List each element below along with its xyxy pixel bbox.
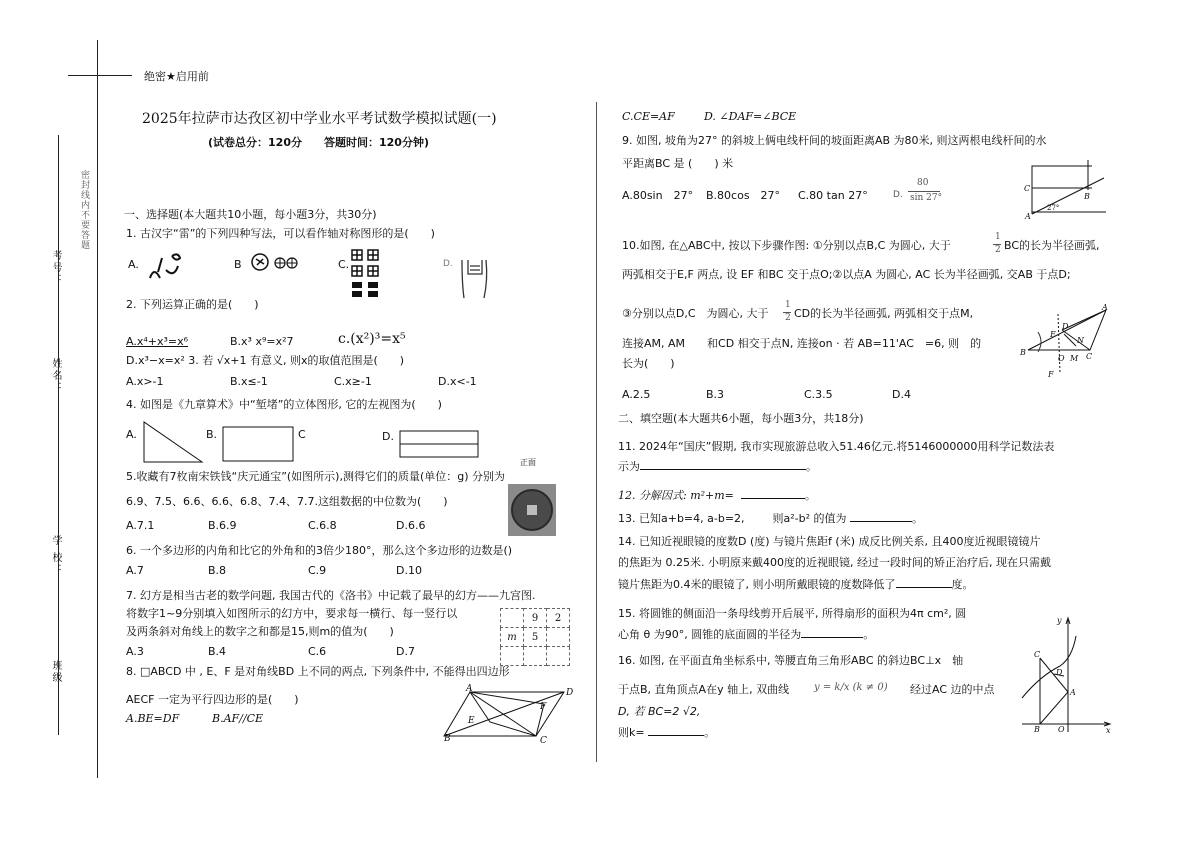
- q10-fig-label: F: [1048, 370, 1054, 379]
- q14-end: 度。: [951, 578, 974, 591]
- q14-line-3: [618, 577, 974, 591]
- q4-opt-c: C: [298, 428, 306, 441]
- q10-opt-b: B.3: [706, 388, 725, 401]
- q6-opt-a: A.7: [126, 564, 144, 577]
- q10-opt-c: C.3.5: [804, 388, 833, 401]
- q8-fig-label: C: [540, 736, 547, 746]
- q10-line-2: 两弧相交于E,F 两点, 设 EF 和BC 交于点O;②以点A 为圆心, AC 长为半径画弧, 交AB 于点D;: [622, 268, 1071, 281]
- q10-line-5: 长为( ): [622, 357, 675, 370]
- q8-opt-c: C.CE=AF: [622, 110, 675, 123]
- q10-triangle-figure: [1024, 304, 1110, 380]
- q4-opt-d: D.: [382, 430, 394, 443]
- q7-opt-d: D.7: [396, 645, 415, 658]
- q3-opt-b: B.x≤-1: [230, 375, 268, 388]
- q16-line-1: 16. 如图, 在平面直角坐标系中, 等腰直角三角形ABC 的斜边BC⊥x 轴: [618, 654, 964, 667]
- binding-line-outer: [97, 40, 98, 778]
- q5-opt-a: A.7.1: [126, 519, 155, 532]
- q10-frac1-den: 2: [995, 245, 1001, 255]
- q9-fig-label: A: [1025, 212, 1031, 221]
- q16-hyperbola: y = k/x (k ≠ 0): [814, 682, 888, 693]
- q5-stem-2: 6.9、7.5、6.6、6.6、6.8、7.4、7.7.这组数据的中位数为( ): [126, 495, 448, 508]
- q8-opt-b: B.AF//CE: [212, 712, 264, 725]
- class-label: 班级: [50, 660, 61, 684]
- q1-opt-a: A.: [128, 258, 139, 271]
- q16-end: 。: [704, 726, 716, 739]
- q8-opt-d: D. ∠DAF=∠BCE: [704, 110, 797, 123]
- q14-line-2: 的焦距为 0.25米. 小明原来戴400度的近视眼镜, 经过一段时间的矫正治疗后, 现在只需戴: [618, 556, 1051, 569]
- q2-opt-c: c.(x²)³=x⁵: [338, 331, 406, 347]
- q9-line-1: 9. 如图, 坡角为27° 的斜坡上俩电线杆间的坡面距离AB 为80米, 则这两根电线杆间的水: [622, 134, 1047, 147]
- q9-opt-c: C.80 tan 27°: [798, 189, 868, 202]
- q11-answer-blank[interactable]: [640, 459, 806, 470]
- q5-stem-1: 5.收藏有7枚南宋铁钱“庆元通宝”(如图所示),测得它们的质量(单位：g) 分别为: [126, 470, 506, 483]
- q10-fig-label: B: [1020, 348, 1026, 357]
- q15-end: 。: [863, 628, 875, 641]
- exam-no-label: 考号：: [50, 250, 61, 286]
- q4-opt-b: B.: [206, 428, 218, 441]
- q4-stem: 4. 如图是《九章算术》中“堑堵”的立体图形, 它的左视图为( ): [126, 398, 442, 411]
- magic-cell: [547, 628, 570, 647]
- q6-stem: 6. 一个多边形的内角和比它的外角和的3倍少180°，那么这个多边形的边数是(): [126, 544, 513, 557]
- q16-fig-label: B: [1034, 725, 1040, 734]
- q16-line-2: 于点B, 直角顶点A在y 轴上, 双曲线: [618, 683, 790, 696]
- q12-prefix: 12. 分解因式: m²+m=: [618, 489, 734, 502]
- q3-opt-c: C.x≥-1: [334, 375, 372, 388]
- q10-frac2-num: 1: [785, 300, 791, 310]
- q8-fig-label: D: [566, 688, 574, 698]
- q9-slope-figure: [1028, 156, 1108, 220]
- q13-end: 。: [912, 512, 924, 525]
- binding-line-inner: [58, 135, 59, 735]
- q10-line-1: 10.如图, 在△ABC中, 按以下步骤作图: ①分别以点B,C 为圆心, 大于: [622, 239, 951, 252]
- q6-opt-b: B.8: [208, 564, 227, 577]
- q16-coordinate-figure: [1020, 616, 1112, 734]
- section2-heading: 二、填空题(本大题共6小题，每小题3分，共18分): [618, 412, 864, 425]
- q8-fig-label: E: [468, 716, 475, 726]
- q12-answer-blank[interactable]: [741, 488, 805, 499]
- q5-opt-d: D.6.6: [396, 519, 426, 532]
- q2-opt-b: B.x³ x⁹=x²7: [230, 335, 294, 348]
- q16-prefix: 则k=: [618, 726, 645, 739]
- magic-cell: 9: [524, 609, 547, 628]
- q10-line-4: 连接AM, AM 和CD 相交于点N, 连接on · 若 AB=11'AC =6, 则 的: [622, 337, 982, 350]
- magic-cell: 2: [547, 609, 570, 628]
- q9-opt-d-den: sin 27°: [910, 193, 943, 203]
- q16-answer-blank[interactable]: [648, 725, 704, 736]
- q15-prefix: 心角 θ 为90°, 圆锥的底面圆的半径为: [618, 628, 802, 641]
- q11-line-1: 11. 2024年“国庆”假期, 我市实现旅游总收入51.46亿元.将5146000000用科学记数法表: [618, 440, 1055, 453]
- q8-fig-label: F: [540, 702, 547, 712]
- q7-line-3: 及两条斜对角线上的数字之和都是15,则m的值为( ): [126, 625, 394, 638]
- q7-opt-c: C.6: [308, 645, 327, 658]
- q6-opt-c: C.9: [308, 564, 327, 577]
- q10-frac2-den: 2: [785, 313, 791, 323]
- q1-glyph-d-icon: [458, 254, 492, 300]
- q14-line-1: 14. 已知近视眼镜的度数D (度) 与镜片焦距f (米) 成反比例关系, 且400度近视眼镜镜片: [618, 535, 1041, 548]
- q15-answer-blank[interactable]: [801, 627, 863, 638]
- section1-heading: 一、选择题(本大题共10小题，每小题3分，共30分): [124, 208, 377, 221]
- q1-opt-d: D.: [443, 259, 453, 269]
- secret-label: 绝密★启用前: [144, 70, 209, 83]
- q10-fig-label: E: [1050, 330, 1056, 339]
- q10-line-3: ③分别以点D,C 为圆心, 大于: [622, 307, 769, 320]
- q2-opt-a: A.x⁴+x³=x⁶: [126, 335, 189, 348]
- q16-fig-label: A: [1070, 688, 1076, 697]
- q11-line-2: [618, 459, 817, 473]
- magic-square: [500, 608, 570, 666]
- q10-fig-label: O: [1058, 354, 1065, 363]
- q16-line-2b: 经过AC 边的中点: [910, 683, 995, 696]
- q16-line-3: D, 若 BC=2 √2,: [618, 705, 701, 718]
- q12-end: 。: [804, 489, 816, 502]
- q7-line-2: 将数字1~9分别填入如图所示的幻方中，要求每一横行、每一竖行以: [126, 607, 458, 620]
- seal-dots: 密封线内不要答题: [79, 170, 89, 250]
- q16-fig-label: C: [1034, 650, 1041, 659]
- q6-opt-d: D.10: [396, 564, 422, 577]
- q13-line: [618, 511, 923, 525]
- q8-fig-label: B: [444, 734, 451, 744]
- q9-opt-b: B.80cos 27°: [706, 189, 781, 202]
- q10-fig-label: C: [1086, 352, 1093, 361]
- q15-line-2: [618, 627, 874, 641]
- q1-glyph-c-icon: [350, 248, 382, 300]
- q3-opt-d: D.x<-1: [438, 375, 477, 388]
- q1-glyph-b-icon: [248, 250, 298, 274]
- q10-line-3b: CD的长为半径画弧, 两弧相交于点M,: [794, 307, 974, 320]
- q9-opt-d: D.: [893, 190, 903, 200]
- magic-cell: [547, 647, 570, 666]
- q13-prefix: 13. 已知a+b=4, a-b=2,: [618, 512, 745, 525]
- q4-shape-d-icon: [399, 430, 479, 458]
- magic-cell: [524, 647, 547, 666]
- q8-parallelogram-figure: [440, 684, 580, 748]
- q1-stem: 1. 古汉字“雷”的下列四种写法，可以看作轴对称图形的是( ): [126, 227, 435, 240]
- magic-cell: 5: [524, 628, 547, 647]
- q14-prefix: 镜片焦距为0.4米的眼镜了, 则小明所戴眼镜的度数降低了: [618, 578, 896, 591]
- q15-line-1: 15. 将圆锥的侧面沿一条母线剪开后展平, 所得扇形的面积为4π cm², 圆: [618, 607, 967, 620]
- q2-opt-d-q3-stem: D.x³−x=x² 3. 若 √x+1 有意义, 则x的取值范围是( ): [126, 354, 405, 367]
- q9-opt-d-bar: [908, 191, 940, 192]
- q9-fig-label: C: [1024, 184, 1031, 193]
- q9-fig-label: 27°: [1047, 204, 1060, 212]
- q9-line-2: 平距离BC 是 ( ) 米: [622, 157, 734, 170]
- q16-fig-label: O: [1058, 725, 1065, 734]
- q2-stem: 2. 下列运算正确的是( ): [126, 298, 259, 311]
- q8-line-1: 8. □ABCD 中 , E、F 是对角线BD 上不同的两点, 下列条件中, 不能得出四边形: [126, 665, 510, 678]
- q9-fig-label: B: [1084, 192, 1090, 201]
- q7-opt-a: A.3: [126, 645, 144, 658]
- q4-shape-a-icon: [142, 420, 204, 464]
- q1-opt-b: B: [234, 258, 242, 271]
- magic-cell: [501, 609, 524, 628]
- q5-opt-b: B.6.9: [208, 519, 237, 532]
- q11-end: 。: [806, 460, 817, 473]
- magic-cell: [501, 647, 524, 666]
- column-divider: [596, 102, 597, 762]
- q14-answer-blank[interactable]: [896, 577, 952, 588]
- q3-opt-a: A.x>-1: [126, 375, 164, 388]
- q10-fig-label: A: [1102, 303, 1108, 312]
- q8-fig-label: A: [466, 684, 473, 694]
- school-label: 学 校：: [50, 535, 61, 577]
- q10-frac1-num: 1: [995, 232, 1001, 242]
- q9-opt-a: A.80sin 27°: [622, 189, 694, 202]
- q4-opt-a: A.: [126, 428, 137, 441]
- coin-image: [508, 484, 556, 536]
- q10-fig-label: N: [1077, 336, 1084, 345]
- q9-opt-d-num: 80: [917, 178, 929, 188]
- q12-line: [618, 488, 816, 502]
- q4-shape-b-icon: [222, 426, 294, 462]
- q1-glyph-a-icon: [144, 248, 184, 288]
- q7-line-1: 7. 幻方是相当古老的数学问题, 我国古代的《洛书》中记载了最早的幻方——九宫图.: [126, 589, 536, 602]
- q10-line-1b: BC的长为半径画弧,: [1004, 239, 1100, 252]
- q8-line-2: AECF 一定为平行四边形的是( ): [126, 693, 299, 706]
- binding-line-top: [68, 75, 132, 76]
- q1-opt-c: C.: [338, 258, 350, 271]
- q5-front-label: 正面: [520, 458, 536, 467]
- q5-opt-c: C.6.8: [308, 519, 337, 532]
- name-label: 姓名：: [50, 358, 61, 394]
- q10-fig-label: D: [1062, 322, 1069, 331]
- q11-prefix: 示为: [618, 460, 640, 473]
- q16-line-4: [618, 725, 715, 739]
- q10-opt-d: D.4: [892, 388, 911, 401]
- q7-opt-b: B.4: [208, 645, 227, 658]
- q16-fig-label: x: [1106, 726, 1111, 735]
- q8-opt-a: A.BE=DF: [126, 712, 180, 725]
- q10-opt-a: A.2.5: [622, 388, 651, 401]
- q16-fig-label: y: [1057, 616, 1062, 625]
- magic-cell: m: [501, 628, 524, 647]
- page-title: 2025年拉萨市达孜区初中学业水平考试数学模拟试题(一): [142, 111, 497, 127]
- q13-answer-blank[interactable]: [850, 511, 912, 522]
- q10-fig-label: M: [1070, 354, 1079, 363]
- q16-fig-label: D: [1056, 668, 1063, 677]
- q13-mid: 则a²-b² 的值为: [772, 512, 847, 525]
- page-subtitle: (试卷总分：120分 答题时间：120分钟): [208, 136, 429, 149]
